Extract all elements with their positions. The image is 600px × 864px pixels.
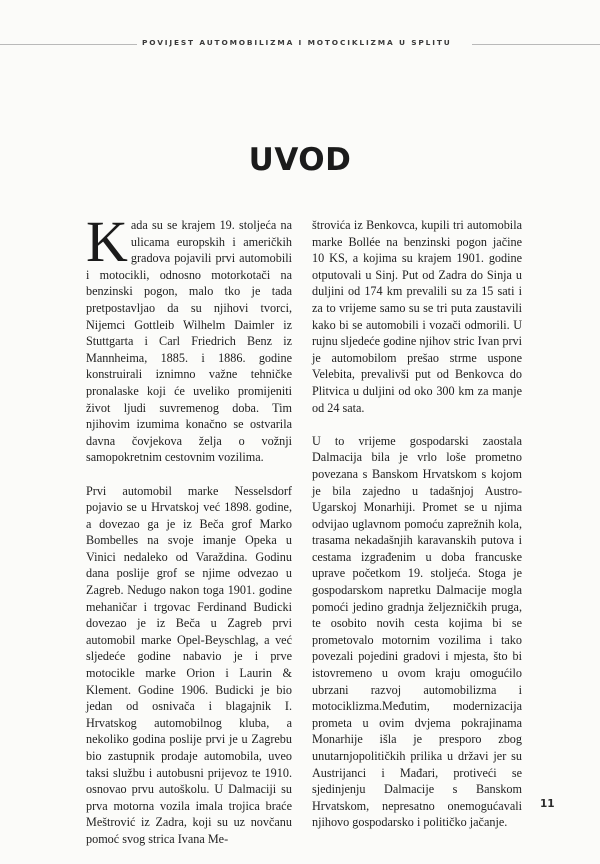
body-paragraph: štrovića iz Benkovca, kupili tri automobila marke Bollée na benzinski pogon jačine 10 KS, a kojima su krajem 1901. godine otputovali u Sinj. Put od Zadra do Sinja u duljini od 174 km prevalili su za 15 sati i za to vrijeme samo su se tri puta zaustavili kako bi se automobili i vozači odmorili. U rujnu sljedeće godine njihov stric Ivan prvi je automobilom prešao strme uspone Velebita, prevalivši put od Benkovca do Plitvica u duljini od oko 300 km za manje od 24 sata. [312, 218, 522, 415]
header-rule-right [472, 44, 600, 45]
right-column [312, 217, 522, 848]
body-paragraph: Prvi automobil marke Nesselsdorf pojavio se u Hrvatskoj već 1898. godine, a dovezao ga je iz Beča grof Marko Bombelles na svoje imanje Opeka u Vinici nedaleko od Varaždina. Godinu dana poslije grof se njime odvezao u Zagreb. Nedugo nakon toga 1901. godine mehaničar i trgovac Ferdinand Budicki dovezao je iz Beča u Zagreb prvi automobil marke Opel-Beyschlag, a već sljedeće godine nabavio je i prve motocikle marke Orion i Laurin & Klement. Godine 1906. Budicki je bio jedan od osnivača i blagajnik I. Hrvatskog automobilnog kluba, a nekoliko godina poslije prvi je u Zagrebu bio zastupnik prodaje automobila, uveo taksi službu i autobusni prijevoz te 1910. osnovao prvu autoškolu. U Dalmaciji su prva motorna vozila imala trojica braće Meštrović iz Zadra, koji su uz novčanu pomoć svog strica Ivana Me- [86, 483, 292, 846]
header-rule-left [0, 44, 137, 45]
running-head-title: POVIJEST AUTOMOBILIZMA I MOTOCIKLIZMA U SPLITU [142, 38, 452, 47]
chapter-title: UVOD [248, 142, 352, 178]
intro-paragraph-text: ada su se krajem 19. stoljeća na ulicama europskih i američkih gradova pojavili prvi automobili i motocikli, odnosno motorkotači na benzinski pogon, malo tko je tada pretpostavljao da su njihovi tvorci, Nijemci Gottleib Wilhelm Daimler iz Stuttgarta i Carl Friedrich Benz iz Mannheima, 1885. i 1886. godine konstruirali iznimno važne tehničke pronalaske koji će uveliko promijeniti život ljudi suvremenog doba. Tim njihovim izumima konačno se ostvarila davna čovjekova želja o vožnji samopokretnim cestovnim vozilima. [86, 218, 292, 465]
left-column [86, 209, 292, 864]
running-header [0, 28, 600, 68]
page-number: 11 [540, 798, 555, 810]
intro-paragraph [86, 209, 292, 466]
drop-cap: K [86, 209, 128, 274]
body-paragraph: U to vrijeme gospodarski zaostala Dalmacija bila je vrlo loše prometno povezana s Banskom Hrvatskom s kojom je bila zajedno u tadašnjoj Austro-Ugarskoj Monarhiji. Promet se u njima odvijao uglavnom pomoću zaprežnih kola, trasama nekadašnjih karavanskih putova i cestama izgrađenim u doba francuske uprave početkom 19. stoljeća. Stoga je gospodarskom napretku Dalmacije mogla pomoći jedino gradnja željezničkih pruga, te osobito novih cesta kojima bi se prometovalo motornim vozilima i tako povezali pojedini gradovi i mjesta, što bi istovremeno u ovom kraju omogućilo ubrzani razvoj automobilizma i motociklizma.Međutim, modernizacija prometa u ovim dvjema pokrajinama Monarhije išla je presporo zbog unutarnjopolitičkih prilika u državi jer su Austrijanci i Mađari, protiveći se sjedinjenju Dalmacije s Banskom Hrvatskom, nepresatno onemogućavali njihovo gospodarsko i političko jačanje. [312, 433, 522, 830]
